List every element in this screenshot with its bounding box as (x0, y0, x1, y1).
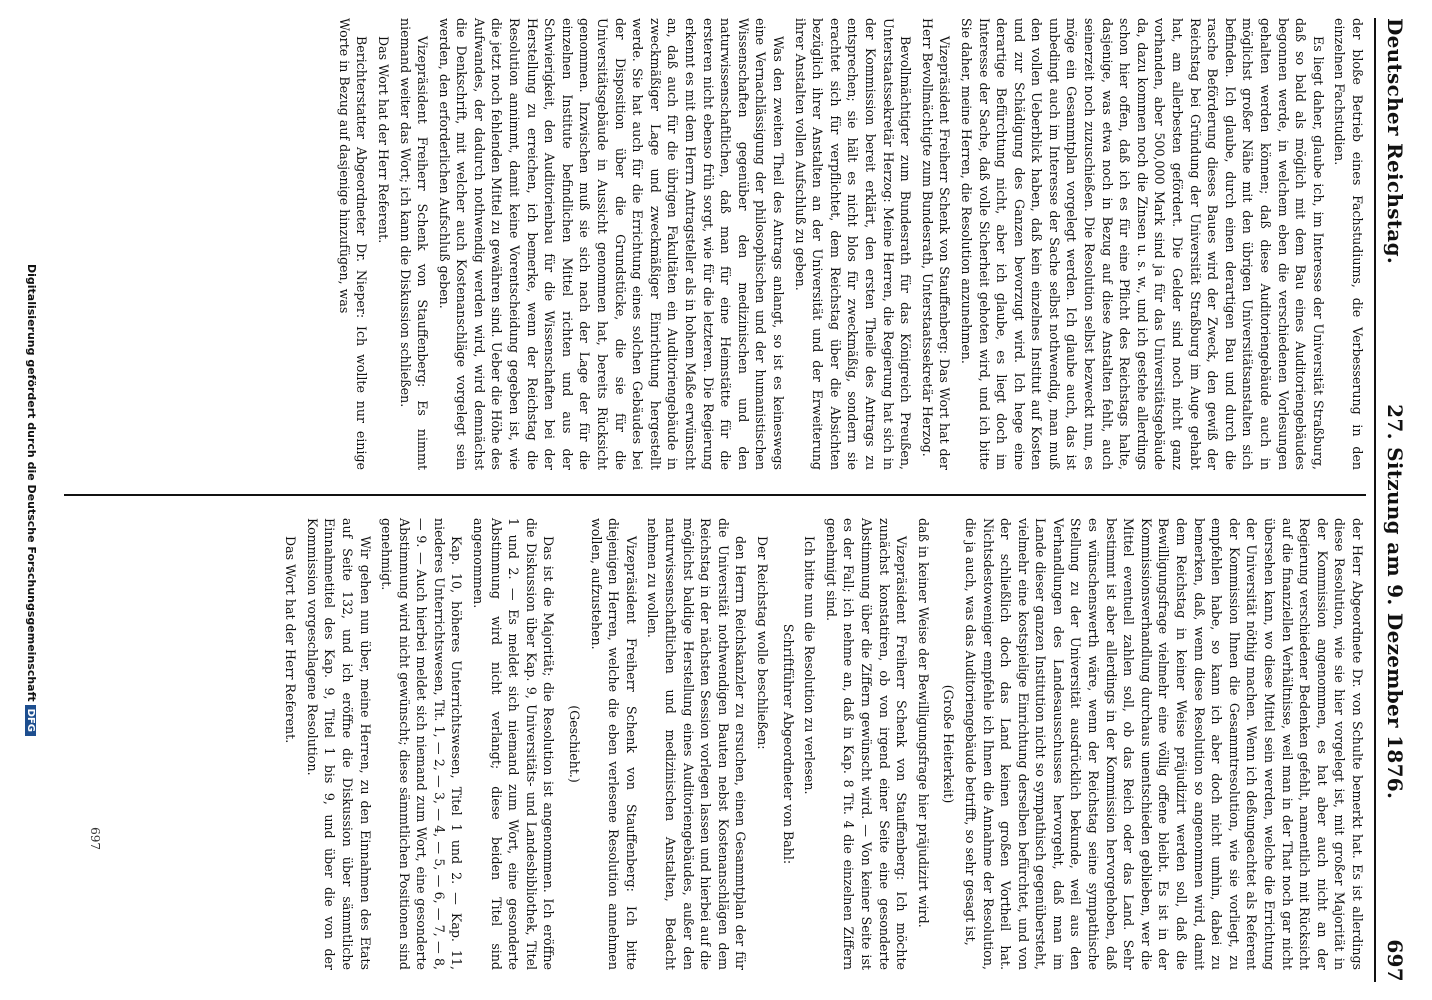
right-paragraph-1: der Herr Abgeordnete Dr. von Schulte bemerkt hat. Es ist allerdings diese Resolution, wie sie hier vorgelegt ist, mit großer Majorität in der Kommission angenommen, es hat aber auch nicht an der Regierung verschiedener Bedenken gefehlt, namentlich mit Rücksicht auf die finanziellen Verhältnisse, weil man in der That noch gar nicht übersehen kann, wo diese Mittel sein werden, welche die Errichtung der Universität nöthig machen. Wenn ich deßungeachtet als Referent der Kommission Ihnen die Gesammtresolution, wie sie vorliegt, zu empfehlen habe, so kann ich aber doch nicht umhin, dabei zu bemerken, daß, wenn diese Resolution so angenommen wird, damit dem Reichstag in keiner Weise präjudizirt werden soll, daß die Bewilligungsfrage vielmehr eine völlig offene bleibt. Es ist in der Kommissionsverhandlung durchaus unentschieden geblieben, wer die Mittel eventuell zahlen soll, ob das Reich oder das Land. Sehr bestimmt ist aber allerdings in der Kommission hervorgehoben, daß es wünschenswerth wäre, wenn der Reichstag seine sympathische Stellung zu der Universität ausdrücklich bekunde, weil aus den Verhandlungen des Landesausschusses hervorgeht, daß man im Lande dieser ganzen Institution nicht so sympathisch gegenübersteht, vielmehr eine kostspielige Einrichtung derselben befürchtet, und von der schließlich doch das Land keinen großen Vortheil hat. Nichtsdestoweniger empfehle ich Ihnen die Annahme der Resolution, die ja auch, was das Auditoriengebäude betrifft, so sehr gesagt ist, (962, 518, 1365, 970)
dfg-logo: DFG (25, 705, 36, 736)
left-paragraph-1: der bloße Betrieb eines Fachstudiums, die Verbesserung in den einzelnen Fachstudien. (1332, 18, 1365, 470)
left-paragraph-8: Berichterstatter Abgeordneter Dr. Nieper: Ich wollte nur einige Worte in Bezug auf dasjenige hinzufügen, was (336, 18, 370, 470)
left-paragraph-7: Das Wort hat der Herr Referent. (375, 36, 391, 244)
right-secretary-heading: Schriftführer Abgeordneter von Bahl: (780, 623, 796, 865)
left-paragraph-4: Bevollmächtigter zum Bundesrath für das Königreich Preußen, Unterstaatssekretär Herzog: Meine Herren, die Regierung hat sich in der Kommission bereit erklärt, den ersten Theile des Antrags zu entsprechen; sie hält es nicht blos für zweckmäßig, sondern sie erachtet sich für verpflichtet, dem Reichstag über die Absichten bezüglich ihrer Anstalten an der Universität und der Erweiterung ihrer Anstalten vollen Aufschluß zu geben. (792, 18, 914, 470)
right-resolution-text: den Herrn Reichskanzler zu ersuchen, einen Gesammtplan der für die Universität nothwendigen Bauten nebst Kostenanschlägen dem Reichstag in der nächsten Session vorlegen lassen und hierbei auf die möglichst baldige Herstellung eines Auditoriengebäudes, außer den naturwissenschaftlichen und medizinischen Anstalten, Bedacht nehmen zu wollen. (645, 518, 749, 970)
left-paragraph-6: Vizepräsident Freiherr Schenk von Stauffenberg: Es nimmt niemand weiter das Wort; ich kann die Diskussion schließen. (397, 18, 431, 470)
header-left-title: Deutscher Reichstag. (1383, 18, 1407, 265)
digitization-note (25, 0, 38, 1000)
left-paragraph-3: Vizepräsident Freiherr Schenk von Stauffenberg: Das Wort hat der Herr Bevollmächtigte zum Bundesrath, Unterstaatssekretär Herzog. (919, 18, 953, 470)
left-paragraph-2: Es liegt daher, glaube ich, im Interesse der Universität Straßburg, daß so bald als möglich mit dem Bau eines Auditoriengebäudes begonnen werde, in welchem eben die verschiedenen Vorlesungen gehalten werden können; daß diese Auditoriengebäude auch in möglichst großer Nähe mit den übrigen Universitätsanstalten sich befinden. Ich glaube, durch einen derartigen Bau und durch die rasche Beförderung dieses Baues wird der Zweck, den gewiß der Reichstag bei Gründung der Universität Straßburg im Auge gehabt hat, am allerbesten gefördert. Die Gelder sind noch nicht ganz vorhanden, aber 500,000 Mark sind ja für das Universitätsgebäude da, dazu kommen noch die Zinsen u. s. w., und ich gestehe allerdings schon hier offen, daß ich es für eine Pflicht des Reichstags halte, dasjenige, was etwa noch in Bezug auf diese Anstalten fehlt, auch seinerzeit noch zuzuschießen. Die Resolution selbst bezweckt nun, es möge ein Gesammtplan vorgelegt werden. Ich glaube auch, das ist unbedingt auch im Interesse der Sache selbst nothwendig, man muß den vollen Ueberblick haben, daß kein einzelnes Institut auf Kosten und zur Schädigung des Ganzen bevorzugt wird. Ich hege eine derartige Befürchtung nicht, aber ich glaube, es liegt doch im Interesse der Sache, daß volle Sicherheit gehoten wird, und ich bitte Sie daher, meine Herren, die Resolution anzunehmen. (958, 18, 1326, 470)
right-paragraph-9: Das ist die Majorität; die Resolution ist angenommen. Ich eröffne die Diskussion über Kap. 9, Universitäts- und Landesbibliothek, Titel 1 und 2. — Es meldet sich niemand zum Wort, eine gesonderte Abstimmung wird nicht verlangt; diese beiden Titel sind angenommen. (471, 518, 557, 970)
right-paragraph-4: Ich bitte nun die Resolution zu verlesen. (802, 536, 818, 795)
left-text-column (331, 18, 1366, 470)
column-divider (64, 494, 1366, 496)
digitization-text: Digitalisierung gefördert durch die Deutsche Forschungsgemeinschaft (25, 263, 38, 702)
page-header (1374, 18, 1414, 982)
right-paragraph-10: Kap. 10, höheres Unterrichtswesen, Titel 1 und 2. — Kap. 11, niederes Unterrichtswesen, Tit. 1, — 2, — 3, — 4, — 5, — 6, — 7, — 8, — 9. — Auch hierbei meldet sich niemand zum Wort, eine gesonderte Abstimmung wird nicht gewünscht; diese sämmtlichen Positionen sind genehmigt. (379, 518, 465, 970)
header-session-title: 27. Sitzung am 9. Dezember 1876. (1383, 404, 1407, 800)
right-text-column (278, 518, 1366, 970)
right-paragraph-3: Vizepräsident Freiherr Schenk von Stauffenberg: Ich möchte zunächst konstatiren, ob von irgend einer Seite eine gesonderte Abstimmung über die Ziffern gewünscht wird. — Von keiner Seite ist es der Fall; ich nehme an, daß in Kap. 8 Tit. 4 die einzelnen Ziffern genehmigt sind. (823, 518, 910, 970)
right-paragraph-2: daß in keiner Weise der Bewilligungsfrage hier präjudizirt wird. (915, 518, 931, 928)
right-happens-note: (Geschieht.) (567, 705, 583, 783)
signature-mark: 697 (88, 827, 102, 850)
right-paragraph-12: Das Wort hat der Herr Referent. (283, 536, 299, 744)
right-laughter-note: (Große Heiterkeit) (941, 684, 957, 804)
right-paragraph-8: Vizepräsident Freiherr Schenk von Stauffenberg: Ich bitte diejenigen Herren, welche die eben verlesene Resolution annehmen wollen, aufzustehen. (588, 518, 639, 970)
left-paragraph-5: Was den zweiten Theil des Antrags anlangt, so ist es keineswegs eine Vernachlässigung der philosophischen und der humanistischen Wissenschaften gegenüber den medizinischen und den naturwissenschaftlichen, daß man für eine Heimstätte für die ersteren nicht ebenso früh sorgt, wie für die letzteren. Die Regierung erkennt es mit dem Herrn Antragsteller als in hohem Maße erwünscht an, daß auch für die übrigen Fakultäten ein Auditoriengebäude in zweckmäßiger Lage und zweckmäßiger Einrichtung hergestellt werde. Sie hat auch für die Errichtung eines solchen Gebäudes bei der Disposition über die Grundstücke, die sie für die Universitätsgebäude in Aussicht genommen hat, bereits Rücksicht genommen. Inzwischen muß sie sich nach der Lage der für die einzelnen Institute befindlichen Mittel richten und aus der Schwierigkeit, den Auditorienbau für die Wissenschaften bei der Herstellung zu erreichen, ich bemerke, wenn der Reichstag die Resolution annimmt, damit keine Vorentscheidung gegeben ist, wie die jetzt noch fehlenden Mittel zu gewähren sind. Ueber die Höhe des Aufwandes, der dadurch nothwendig werden wird, wird demnächst die Denkschrift, mit welcher auch Kostenanschläge vorgelegt sein werden, den erforderlichen Aufschluß geben. (436, 18, 786, 470)
page-number: 697 (1383, 939, 1407, 982)
right-paragraph-11: Wir gehen nun über, meine Herren, zu den Einnahmen des Etats auf Seite 132, und ich eröffne die Diskussion über sämmtliche Einnahmetitel des Kap. 9, Titel 1 bis 9, und über die von der Kommission vorgeschlagene Resolution. (304, 518, 373, 970)
right-resolution-intro: Der Reichstag wolle beschließen: (755, 536, 770, 750)
